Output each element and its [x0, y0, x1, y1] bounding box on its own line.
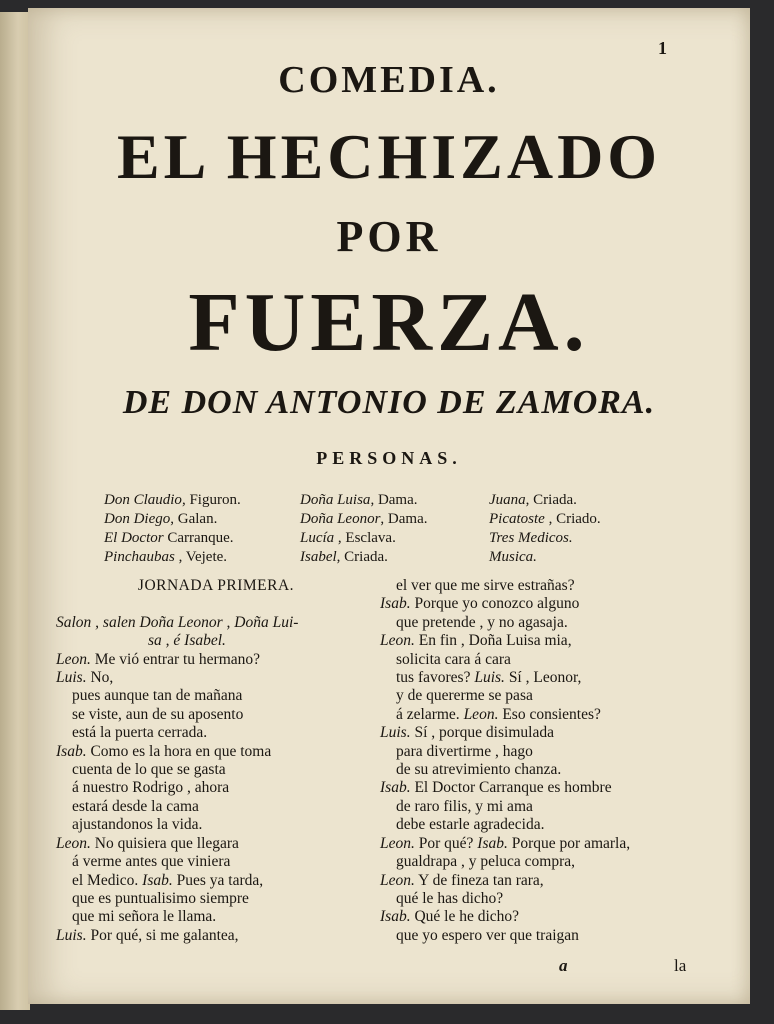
cast-entry: Picatoste , Criado. [489, 511, 601, 527]
cast-column-2 [300, 491, 428, 567]
verse-line: se viste, aun de su aposento [72, 705, 244, 723]
verse-line: y de quererme se pasa [396, 687, 533, 705]
cast-column-1 [104, 491, 241, 567]
verse-line: que pretende , y no agasaja. [396, 613, 568, 631]
cast-entry: Don Claudio, Figuron. [104, 492, 241, 508]
author-line: DE DON ANTONIO DE ZAMORA. [122, 384, 656, 421]
cast-entry: Don Diego, Galan. [104, 511, 218, 527]
verse-line: Isab. Porque yo conozco alguno [380, 595, 580, 613]
verse-line: Leon. No quisiera que llegara [56, 834, 239, 852]
title-comedia: COMEDIA. [278, 59, 500, 101]
verse-line: el Medico. Isab. Pues ya tarda, [72, 871, 264, 889]
cast-column-3 [489, 491, 601, 567]
cast-entry: Tres Medicos. [489, 530, 573, 546]
verse-line: para divertirme , hago [396, 742, 533, 760]
act-heading: JORNADA PRIMERA. [137, 577, 295, 594]
verse-line: sa , é Isabel. [148, 632, 226, 650]
title-main: EL HECHIZADO [116, 121, 662, 192]
verse-line: á verme antes que viniera [72, 853, 231, 871]
verse-line: Salon , salen Doña Leonor , Doña Lui- [56, 613, 299, 631]
verse-line: de raro filis, y mi ama [396, 797, 533, 815]
verse-line: á nuestro Rodrigo , ahora [72, 779, 230, 797]
verse-line: que mi señora le llama. [72, 908, 217, 926]
verse-line: estará desde la cama [72, 797, 199, 815]
verse-line: de su atrevimiento chanza. [396, 761, 562, 779]
text-column-right [380, 577, 720, 945]
verse-line: Leon. En fin , Doña Luisa mia, [380, 632, 572, 650]
verse-line: qué le has dicho? [396, 889, 504, 907]
cast-entry: Lucía , Esclava. [300, 530, 396, 546]
verse-line: el ver que me sirve estrañas? [396, 577, 575, 594]
verse-line: Isab. Qué le he dicho? [380, 908, 520, 926]
verse-line: debe estarle agradecida. [396, 816, 545, 834]
verse-line: á zelarme. Leon. Eso consientes? [396, 705, 601, 723]
catchword: la [674, 956, 687, 975]
verse-line: cuenta de lo que se gasta [72, 761, 226, 779]
verse-line [56, 595, 376, 613]
verse-line: que yo espero ver que traigan [396, 926, 579, 944]
text-column-left [56, 577, 376, 945]
cast-entry: Musica. [489, 549, 537, 565]
personas-heading: PERSONAS. [316, 448, 462, 468]
verse-line: gualdrapa , y peluca compra, [396, 853, 576, 871]
verse-line: Leon. Y de fineza tan rara, [380, 871, 544, 889]
verse-line: ajustandonos la vida. [72, 816, 203, 834]
verse-line: solicita cara á cara [396, 650, 511, 668]
verse-line: que es puntualisimo siempre [72, 889, 249, 907]
title-fuerza: FUERZA. [188, 276, 590, 369]
cast-entry: El Doctor Carranque. [104, 530, 234, 546]
verse-line: Luis. Por qué, si me galantea, [56, 926, 239, 944]
page-number: 1 [658, 38, 667, 58]
verse-line: Isab. Como es la hora en que toma [56, 742, 272, 760]
verse-line: Leon. Por qué? Isab. Porque por amarla, [380, 834, 631, 852]
verse-line: Luis. No, [56, 669, 114, 687]
title-por: POR [336, 212, 442, 261]
verse-line: Luis. Sí , porque disimulada [380, 724, 554, 742]
verse-line: tus favores? Luis. Sí , Leonor, [396, 669, 582, 687]
verse-line: está la puerta cerrada. [72, 724, 208, 742]
cast-entry: Pinchaubas , Vejete. [104, 549, 228, 565]
verse-line: pues aunque tan de mañana [72, 687, 243, 705]
cast-entry: Doña Luisa, Dama. [300, 492, 418, 508]
book-page [28, 8, 750, 1004]
cast-entry: Doña Leonor, Dama. [300, 511, 428, 527]
cast-entry: Juana, Criada. [489, 492, 577, 508]
left-page-edge [0, 12, 30, 1010]
signature-mark: a [559, 956, 568, 975]
verse-line: Isab. El Doctor Carranque es hombre [380, 779, 612, 797]
cast-entry: Isabel, Criada. [300, 549, 388, 565]
verse-line: Leon. Me vió entrar tu hermano? [56, 650, 261, 668]
